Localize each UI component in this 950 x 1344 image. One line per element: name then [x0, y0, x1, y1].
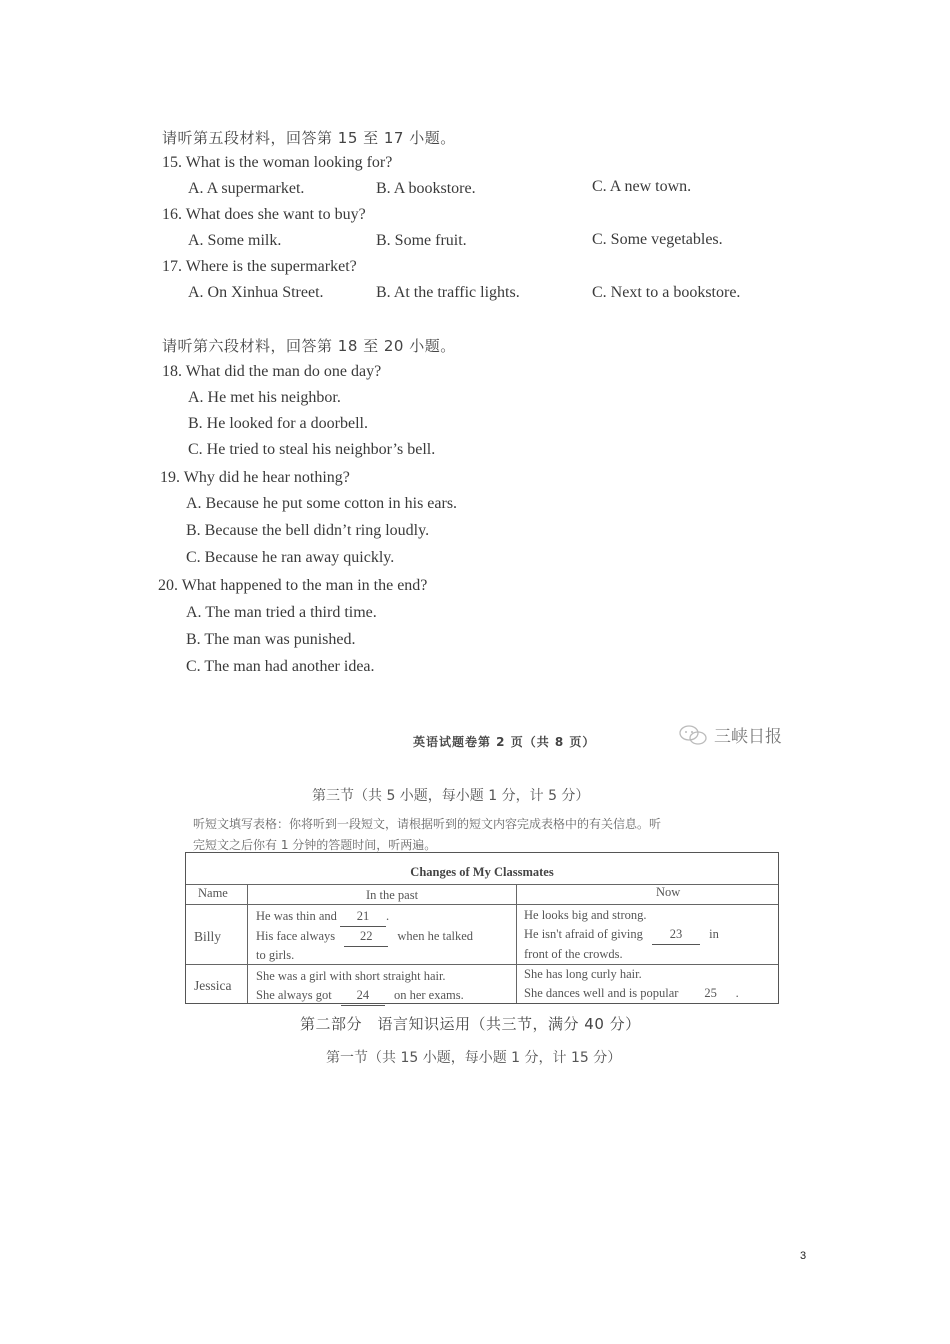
option-18a: A. He met his neighbor. — [188, 389, 341, 406]
option-15c: C. A new town. — [592, 178, 692, 195]
blank-23[interactable]: 23 — [652, 925, 700, 945]
billy-past-line3: to girls. — [256, 948, 295, 962]
watermark-text: 三峡日报 — [714, 727, 782, 747]
question-18: 18. What did the man do one day? — [162, 363, 382, 380]
jessica-past-line1: She was a girl with short straight hair. — [256, 969, 446, 983]
option-17c: C. Next to a bookstore. — [592, 284, 741, 301]
page-number: 3 — [800, 1250, 807, 1262]
jessica-past-line2: She always got 24 on her exams. — [256, 986, 464, 1006]
jessica-now-line2: She dances well and is popular 25 . — [524, 984, 739, 1004]
billy-now-line1: He looks big and strong. — [524, 908, 647, 922]
jessica-now-line1: She has long curly hair. — [524, 967, 642, 981]
part2-heading: 第二部分 语言知识运用（共三节，满分 40 分） — [300, 1015, 641, 1033]
blank-24[interactable]: 24 — [341, 986, 385, 1006]
option-19b: B. Because the bell didn’t ring loudly. — [186, 522, 430, 539]
question-16: 16. What does she want to buy? — [162, 206, 366, 223]
blank-22[interactable]: 22 — [344, 927, 388, 947]
header-name: Name — [198, 886, 228, 900]
blank-21[interactable]: 21 — [340, 907, 386, 927]
billy-now-line3: front of the crowds. — [524, 947, 623, 961]
header-past: In the past — [366, 888, 419, 902]
option-16b: B. Some fruit. — [376, 232, 467, 249]
option-20c: C. The man had another idea. — [186, 658, 375, 675]
row-billy-name: Billy — [194, 929, 222, 944]
section5-instruction: 请听第五段材料，回答第 15 至 17 小题。 — [162, 129, 456, 147]
option-16c: C. Some vegetables. — [592, 231, 723, 248]
billy-now-line2: He isn't afraid of giving 23 in — [524, 925, 719, 945]
wechat-icon — [678, 724, 708, 746]
header-now: Now — [656, 885, 681, 899]
question-19: 19. Why did he hear nothing? — [160, 469, 350, 486]
option-20a: A. The man tried a third time. — [186, 604, 377, 621]
option-15b: B. A bookstore. — [376, 180, 476, 197]
option-19a: A. Because he put some cotton in his ears. — [186, 495, 458, 512]
blank-25[interactable]: 25 — [688, 984, 734, 1004]
billy-past-line2: His face always 22 when he talked — [256, 927, 473, 947]
billy-past-line1: He was thin and 21 . — [256, 907, 389, 927]
option-17b: B. At the traffic lights. — [376, 284, 520, 301]
question-17: 17. Where is the supermarket? — [162, 258, 357, 275]
part3-heading: 第三节（共 5 小题，每小题 1 分，计 5 分） — [312, 788, 590, 804]
section6-instruction: 请听第六段材料，回答第 18 至 20 小题。 — [162, 337, 456, 355]
part2-subheading: 第一节（共 15 小题，每小题 1 分，计 15 分） — [326, 1050, 622, 1066]
option-20b: B. The man was punished. — [186, 631, 356, 648]
row-jessica-name: Jessica — [194, 978, 232, 993]
page-footer: 英语试题卷第 2 页（共 8 页） — [413, 735, 596, 749]
option-18b: B. He looked for a doorbell. — [188, 415, 368, 432]
classmates-table — [185, 852, 779, 1004]
watermark — [678, 722, 782, 747]
option-18c: C. He tried to steal his neighbor’s bell. — [188, 441, 436, 458]
question-15: 15. What is the woman looking for? — [162, 154, 393, 171]
part3-instruction-line2: 完短文之后你有 1 分钟的答题时间，听两遍。 — [193, 838, 437, 852]
option-17a: A. On Xinhua Street. — [188, 284, 324, 301]
question-20: 20. What happened to the man in the end? — [158, 577, 428, 594]
option-19c: C. Because he ran away quickly. — [186, 549, 395, 566]
part3-instruction-line1: 听短文填写表格：你将听到一段短文，请根据听到的短文内容完成表格中的有关信息。听 — [193, 817, 662, 831]
option-16a: A. Some milk. — [188, 232, 282, 249]
table-title: Changes of My Classmates — [410, 865, 554, 879]
option-15a: A. A supermarket. — [188, 180, 305, 197]
